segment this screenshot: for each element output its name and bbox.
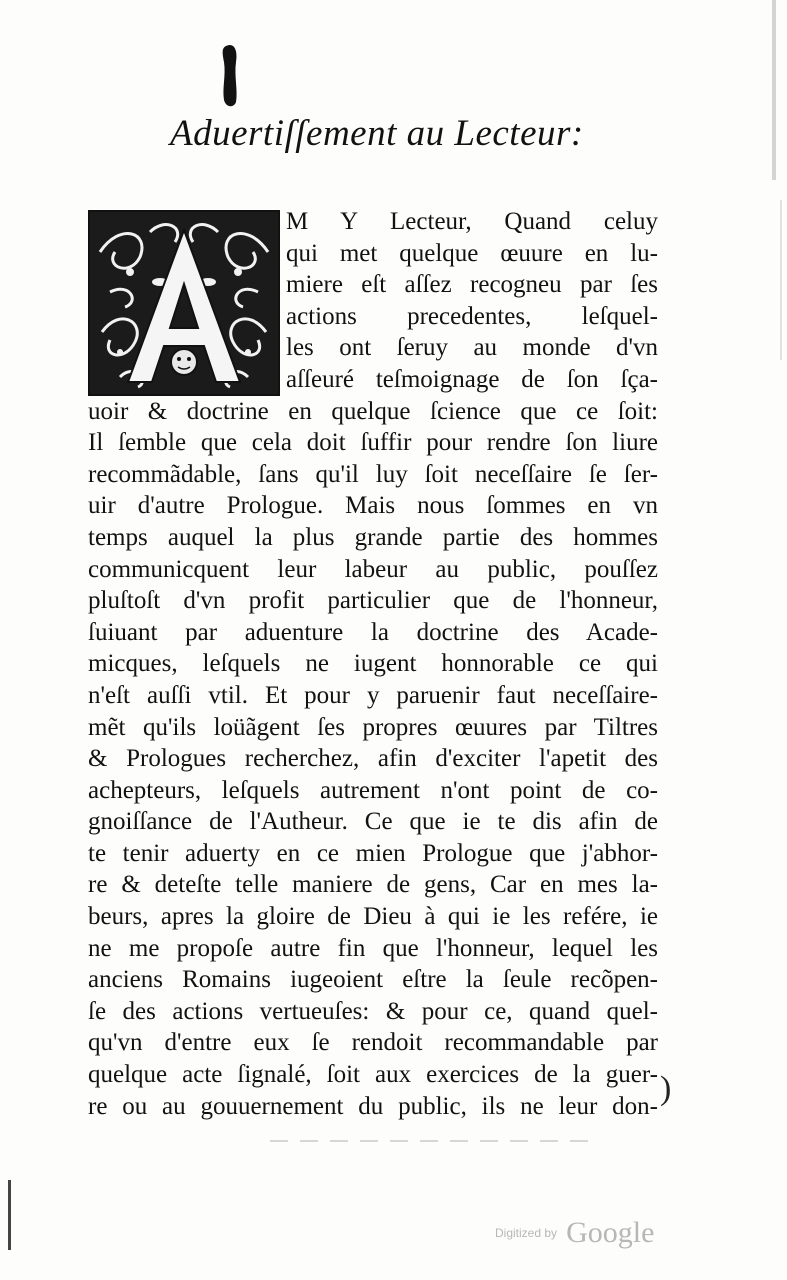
text-line: communicquent leur labeur au public, pouſſez (88, 555, 658, 583)
text-line: micques, leſquels ne iugent honnorable ce qui (88, 650, 658, 678)
text-line: mẽt qu'ils loüãgent ſes propres œuures par Tiltres (88, 713, 658, 741)
scan-bracket-mark: ) (660, 1070, 672, 1107)
folio-number (212, 40, 252, 110)
text-line: recommãdable, ſans qu'il luy ſoit neceſſaire ſe ſer- (88, 460, 658, 488)
text-line: actions precedentes, leſquel- (286, 302, 658, 330)
digitization-watermark (495, 1216, 654, 1250)
text-line: gnoiſſance de l'Autheur. Ce que ie te dis afin de (88, 808, 658, 836)
text-line: n'eſt auſſi vtil. Et pour y paruenir faut neceſſaire- (88, 681, 658, 709)
text-line: ne me propoſe autre fin que l'honneur, lequel les (88, 934, 658, 962)
text-line: re ou au gouuernement du public, ils ne leur don- (88, 1092, 658, 1120)
text-line: temps auquel la plus grande partie des hommes (88, 523, 658, 551)
text-line: Il ſemble que cela doit ſuffir pour rendre ſon liure (88, 429, 658, 457)
text-line: les ont ſeruy au monde d'vn (286, 334, 658, 362)
text-line: qui met quelque œuure en lu- (286, 239, 658, 267)
text-line: achepteurs, leſquels autrement n'ont point de co- (88, 776, 658, 804)
text-line: beurs, apres la gloire de Dieu à qui ie les refére, ie (88, 903, 658, 931)
page-title: Aduertiſſement au Lecteur: (170, 113, 584, 154)
text-line: ſuiuant par aduenture la doctrine des Acade- (88, 618, 658, 646)
text-line: miere eſt aſſez recogneu par ſes (286, 271, 658, 299)
text-line: ſe des actions vertueuſes: & pour ce, quand quel- (88, 997, 658, 1025)
text-line: quelque acte ſignalé, ſoit aux exercices de la guer- (88, 1061, 658, 1089)
scan-edge-mark (772, 0, 776, 180)
text-line: uoir & doctrine en quelque ſcience que ce ſoit: (88, 397, 658, 425)
text-line: anciens Romains iugeoient eſtre la ſeule recõpen- (88, 966, 658, 994)
scan-edge-left (8, 1180, 11, 1250)
text-line: & Prologues recherchez, afin d'exciter l'apetit des (88, 745, 658, 773)
text-line: qu'vn d'entre eux ſe rendoit recommandable par (88, 1029, 658, 1057)
google-logo: Google (566, 1216, 655, 1249)
bleed-through-line (270, 1140, 600, 1142)
body-paragraph (88, 206, 658, 1122)
text-line: M Y Lecteur, Quand celuy (286, 208, 658, 235)
text-line: uir d'autre Prologue. Mais nous ſommes en vn (88, 492, 658, 520)
text-line: aſſeuré teſmoignage de ſon ſça- (286, 365, 658, 393)
scan-edge-mark-secondary (780, 200, 782, 360)
text-line: pluſtoſt d'vn profit particulier que de l'honneur, (88, 587, 658, 615)
text-line: te tenir aduerty en ce mien Prologue que j'abhor- (88, 839, 658, 867)
text-line: re & deteſte telle maniere de gens, Car en mes la- (88, 871, 658, 899)
digitized-by-label: Digitized by (495, 1226, 558, 1240)
